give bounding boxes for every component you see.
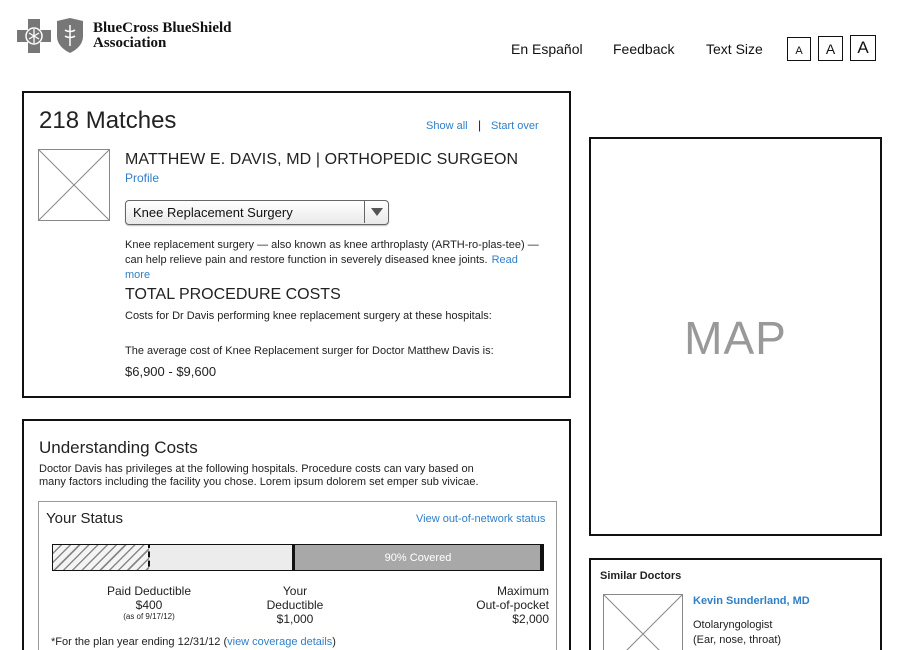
matches-count: 218 Matches bbox=[39, 107, 177, 134]
chevron-down-icon[interactable] bbox=[364, 201, 388, 223]
paid-deductible-label bbox=[99, 584, 199, 622]
average-cost-range: $6,900 - $9,600 bbox=[125, 364, 217, 379]
similar-doctor-specialty-title: Otolaryngologist bbox=[693, 619, 773, 631]
start-over-link[interactable]: Start over bbox=[491, 120, 539, 132]
map-label: MAP bbox=[684, 312, 787, 364]
text-size-label: Text Size bbox=[706, 41, 763, 57]
nav-feedback-link[interactable]: Feedback bbox=[613, 41, 675, 57]
procedure-select[interactable] bbox=[125, 200, 389, 225]
show-all-link[interactable]: Show all bbox=[426, 120, 468, 132]
max-value: $2,000 bbox=[512, 612, 549, 626]
doctor-name-heading: MATTHEW E. DAVIS, MD | ORTHOPEDIC SURGEON bbox=[125, 151, 519, 168]
deductible-label bbox=[245, 584, 345, 626]
plan-year-note bbox=[51, 636, 336, 648]
map-placeholder[interactable] bbox=[589, 137, 882, 536]
paid-deductible-value: $400 bbox=[135, 598, 163, 612]
procedure-description-text: Knee replacement surgery — also known as knee arthroplasty (ARTH-ro-plas-tee) — can help relieve pain and restore function in severely diseased knee joints. bbox=[125, 239, 539, 266]
bluecross-logo-icon bbox=[16, 18, 52, 54]
deductible-title-2: Deductible bbox=[266, 598, 324, 612]
total-costs-heading: TOTAL PROCEDURE COSTS bbox=[125, 286, 341, 303]
site-header bbox=[0, 0, 900, 80]
plan-note-prefix: *For the plan year ending 12/31/12 ( bbox=[51, 636, 228, 648]
max-title-2: Out-of-pocket bbox=[476, 598, 549, 612]
deductible-title-1: Your bbox=[282, 584, 308, 598]
plan-note-suffix: ) bbox=[332, 636, 336, 648]
max-title-1: Maximum bbox=[496, 584, 549, 598]
similar-doctors-panel bbox=[589, 558, 882, 650]
max-out-of-pocket-label bbox=[444, 584, 549, 626]
costs-description: Costs for Dr Davis performing knee replacement surgery at these hospitals: bbox=[125, 310, 492, 322]
understanding-costs-description: Doctor Davis has privileges at the following hospitals. Procedure costs can vary based on many factors including the facility you chose. Lorem ipsum dolorem set emper sub vivicae. bbox=[39, 463, 479, 488]
average-cost-label: The average cost of Knee Replacement surger for Doctor Matthew Davis is: bbox=[125, 345, 494, 357]
coverage-details-link[interactable]: view coverage details bbox=[227, 636, 333, 648]
text-size-medium-button[interactable]: A bbox=[818, 36, 843, 61]
similar-doctors-title: Similar Doctors bbox=[600, 570, 682, 582]
paid-deductible-fill bbox=[53, 545, 149, 570]
link-separator: | bbox=[478, 118, 482, 132]
procedure-select-value: Knee Replacement Surgery bbox=[133, 205, 293, 220]
deductible-marker bbox=[292, 544, 295, 571]
doctor-results-panel bbox=[22, 91, 571, 398]
out-of-network-link[interactable]: View out-of-network status bbox=[416, 513, 546, 525]
blueshield-logo-icon bbox=[55, 18, 85, 54]
text-size-large-button[interactable]: A bbox=[850, 35, 876, 61]
similar-doctor-specialty bbox=[693, 618, 781, 648]
similar-doctor-photo-placeholder bbox=[603, 594, 683, 650]
deductible-value: $1,000 bbox=[276, 612, 314, 626]
max-out-of-pocket-marker bbox=[540, 544, 543, 571]
doctor-photo-placeholder bbox=[38, 149, 110, 221]
brand-logo[interactable] bbox=[16, 18, 232, 54]
paid-deductible-date: (as of 9/17/12) bbox=[123, 612, 175, 621]
understanding-costs-panel bbox=[22, 419, 571, 650]
your-status-title: Your Status bbox=[46, 510, 123, 527]
understanding-costs-title: Understanding Costs bbox=[39, 438, 198, 457]
read-more-link[interactable]: Read more bbox=[125, 254, 518, 281]
nav-espanol-link[interactable]: En Español bbox=[511, 41, 583, 57]
your-status-box bbox=[38, 501, 557, 650]
similar-doctor-specialty-detail: (Ear, nose, throat) bbox=[693, 634, 782, 646]
paid-deductible-title: Paid Deductible bbox=[106, 584, 192, 598]
brand-name bbox=[93, 21, 232, 51]
paid-deductible-marker bbox=[148, 544, 150, 571]
deductible-progress-bar bbox=[52, 544, 544, 571]
similar-doctor-name-link[interactable]: Kevin Sunderland, MD bbox=[693, 595, 810, 607]
text-size-small-button[interactable]: A bbox=[787, 37, 811, 61]
covered-segment: 90% Covered bbox=[293, 545, 543, 570]
procedure-description bbox=[125, 238, 545, 283]
brand-line-2: Association bbox=[93, 35, 167, 51]
doctor-profile-link[interactable]: Profile bbox=[125, 171, 160, 185]
brand-line-1: BlueCross BlueShield bbox=[93, 20, 232, 36]
